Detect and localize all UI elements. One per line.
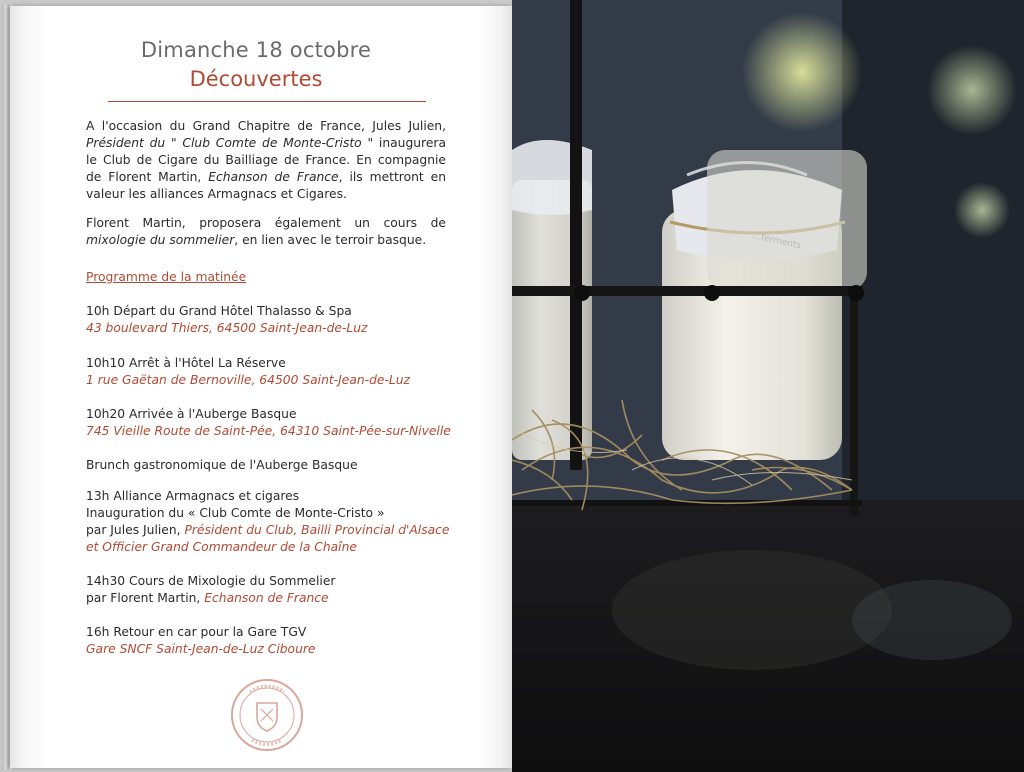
programme-item-text: 13h Alliance Armagnacs et cigares [86, 489, 300, 503]
programme-item-text: Inauguration du « Club Comte de Monte-Cristo » [86, 506, 385, 520]
programme-item [86, 406, 486, 440]
intro-italic-text: Echanson de France [208, 170, 339, 184]
programme-item-text: 16h Retour en car pour la Gare TGV [86, 625, 307, 639]
programme-item-line [86, 522, 486, 539]
intro-italic-text: Président du " Club Comte de Monte-Cristo " [86, 136, 374, 150]
programme-item-role: Echanson de France [204, 591, 329, 605]
intro-text: A l'occasion du Grand Chapitre de France, Jules Julien, [86, 119, 446, 133]
programme-item-text: 10h20 Arrivée à l'Auberge Basque [86, 407, 297, 421]
programme-item [86, 457, 486, 474]
programme-item [86, 355, 486, 389]
intro-text: , en lien avec le terroir basque. [234, 233, 427, 247]
programme-item-address: 745 Vieille Route de Saint-Pée, 64310 Saint-Pée-sur-Nivelle [86, 424, 451, 438]
programme-item [86, 573, 486, 607]
programme-heading: Programme de la matinée [86, 270, 247, 284]
programme-item-address: 1 rue Gaëtan de Bernoville, 64500 Saint-Jean-de-Luz [86, 373, 411, 387]
programme-item-text: 10h10 Arrêt à l'Hôtel La Réserve [86, 356, 286, 370]
programme-item-text: 14h30 Cours de Mixologie du Sommelier [86, 574, 336, 588]
page-title-date: Dimanche 18 octobre [140, 38, 372, 62]
programme-item-address: Gare SNCF Saint-Jean-de-Luz Ciboure [86, 642, 316, 656]
chaine-des-rotisseurs-seal [230, 678, 304, 752]
intro-paragraph-1 [86, 118, 446, 203]
programme-item-text: Brunch gastronomique de l'Auberge Basque [86, 458, 358, 472]
programme-item-text: par Florent Martin, [86, 591, 205, 605]
jars-in-basket-photo [512, 0, 1024, 772]
programme-item-role: et Officier Grand Commandeur de la Chaîne [86, 540, 357, 554]
intro-italic-text: mixologie du sommelier [86, 233, 235, 247]
intro-text: Florent Martin, proposera également un cours de [86, 216, 446, 230]
programme-item [86, 303, 486, 337]
programme-item-text: 10h Départ du Grand Hôtel Thalasso & Spa [86, 304, 352, 318]
intro-text: , ils mettront en valeur les alliances Armagnacs et Cigares. [86, 170, 446, 201]
page-subtitle: Découvertes [189, 67, 323, 91]
programme-item-text: par Jules Julien, [86, 523, 185, 537]
programme-item-line [86, 590, 486, 607]
intro-text: inaugurera le Club de Cigare du Bailliage de France. En compagnie de Florent Martin, [86, 136, 446, 184]
programme-item [86, 488, 486, 556]
programme-item-address: 43 boulevard Thiers, 64500 Saint-Jean-de-Luz [86, 321, 368, 335]
title-divider [108, 101, 426, 102]
photo-illustration [512, 0, 1024, 772]
intro-paragraph-2 [86, 215, 446, 249]
programme-item-role: Président du Club, Bailli Provincial d'Alsace [184, 523, 450, 537]
programme-item [86, 624, 486, 658]
